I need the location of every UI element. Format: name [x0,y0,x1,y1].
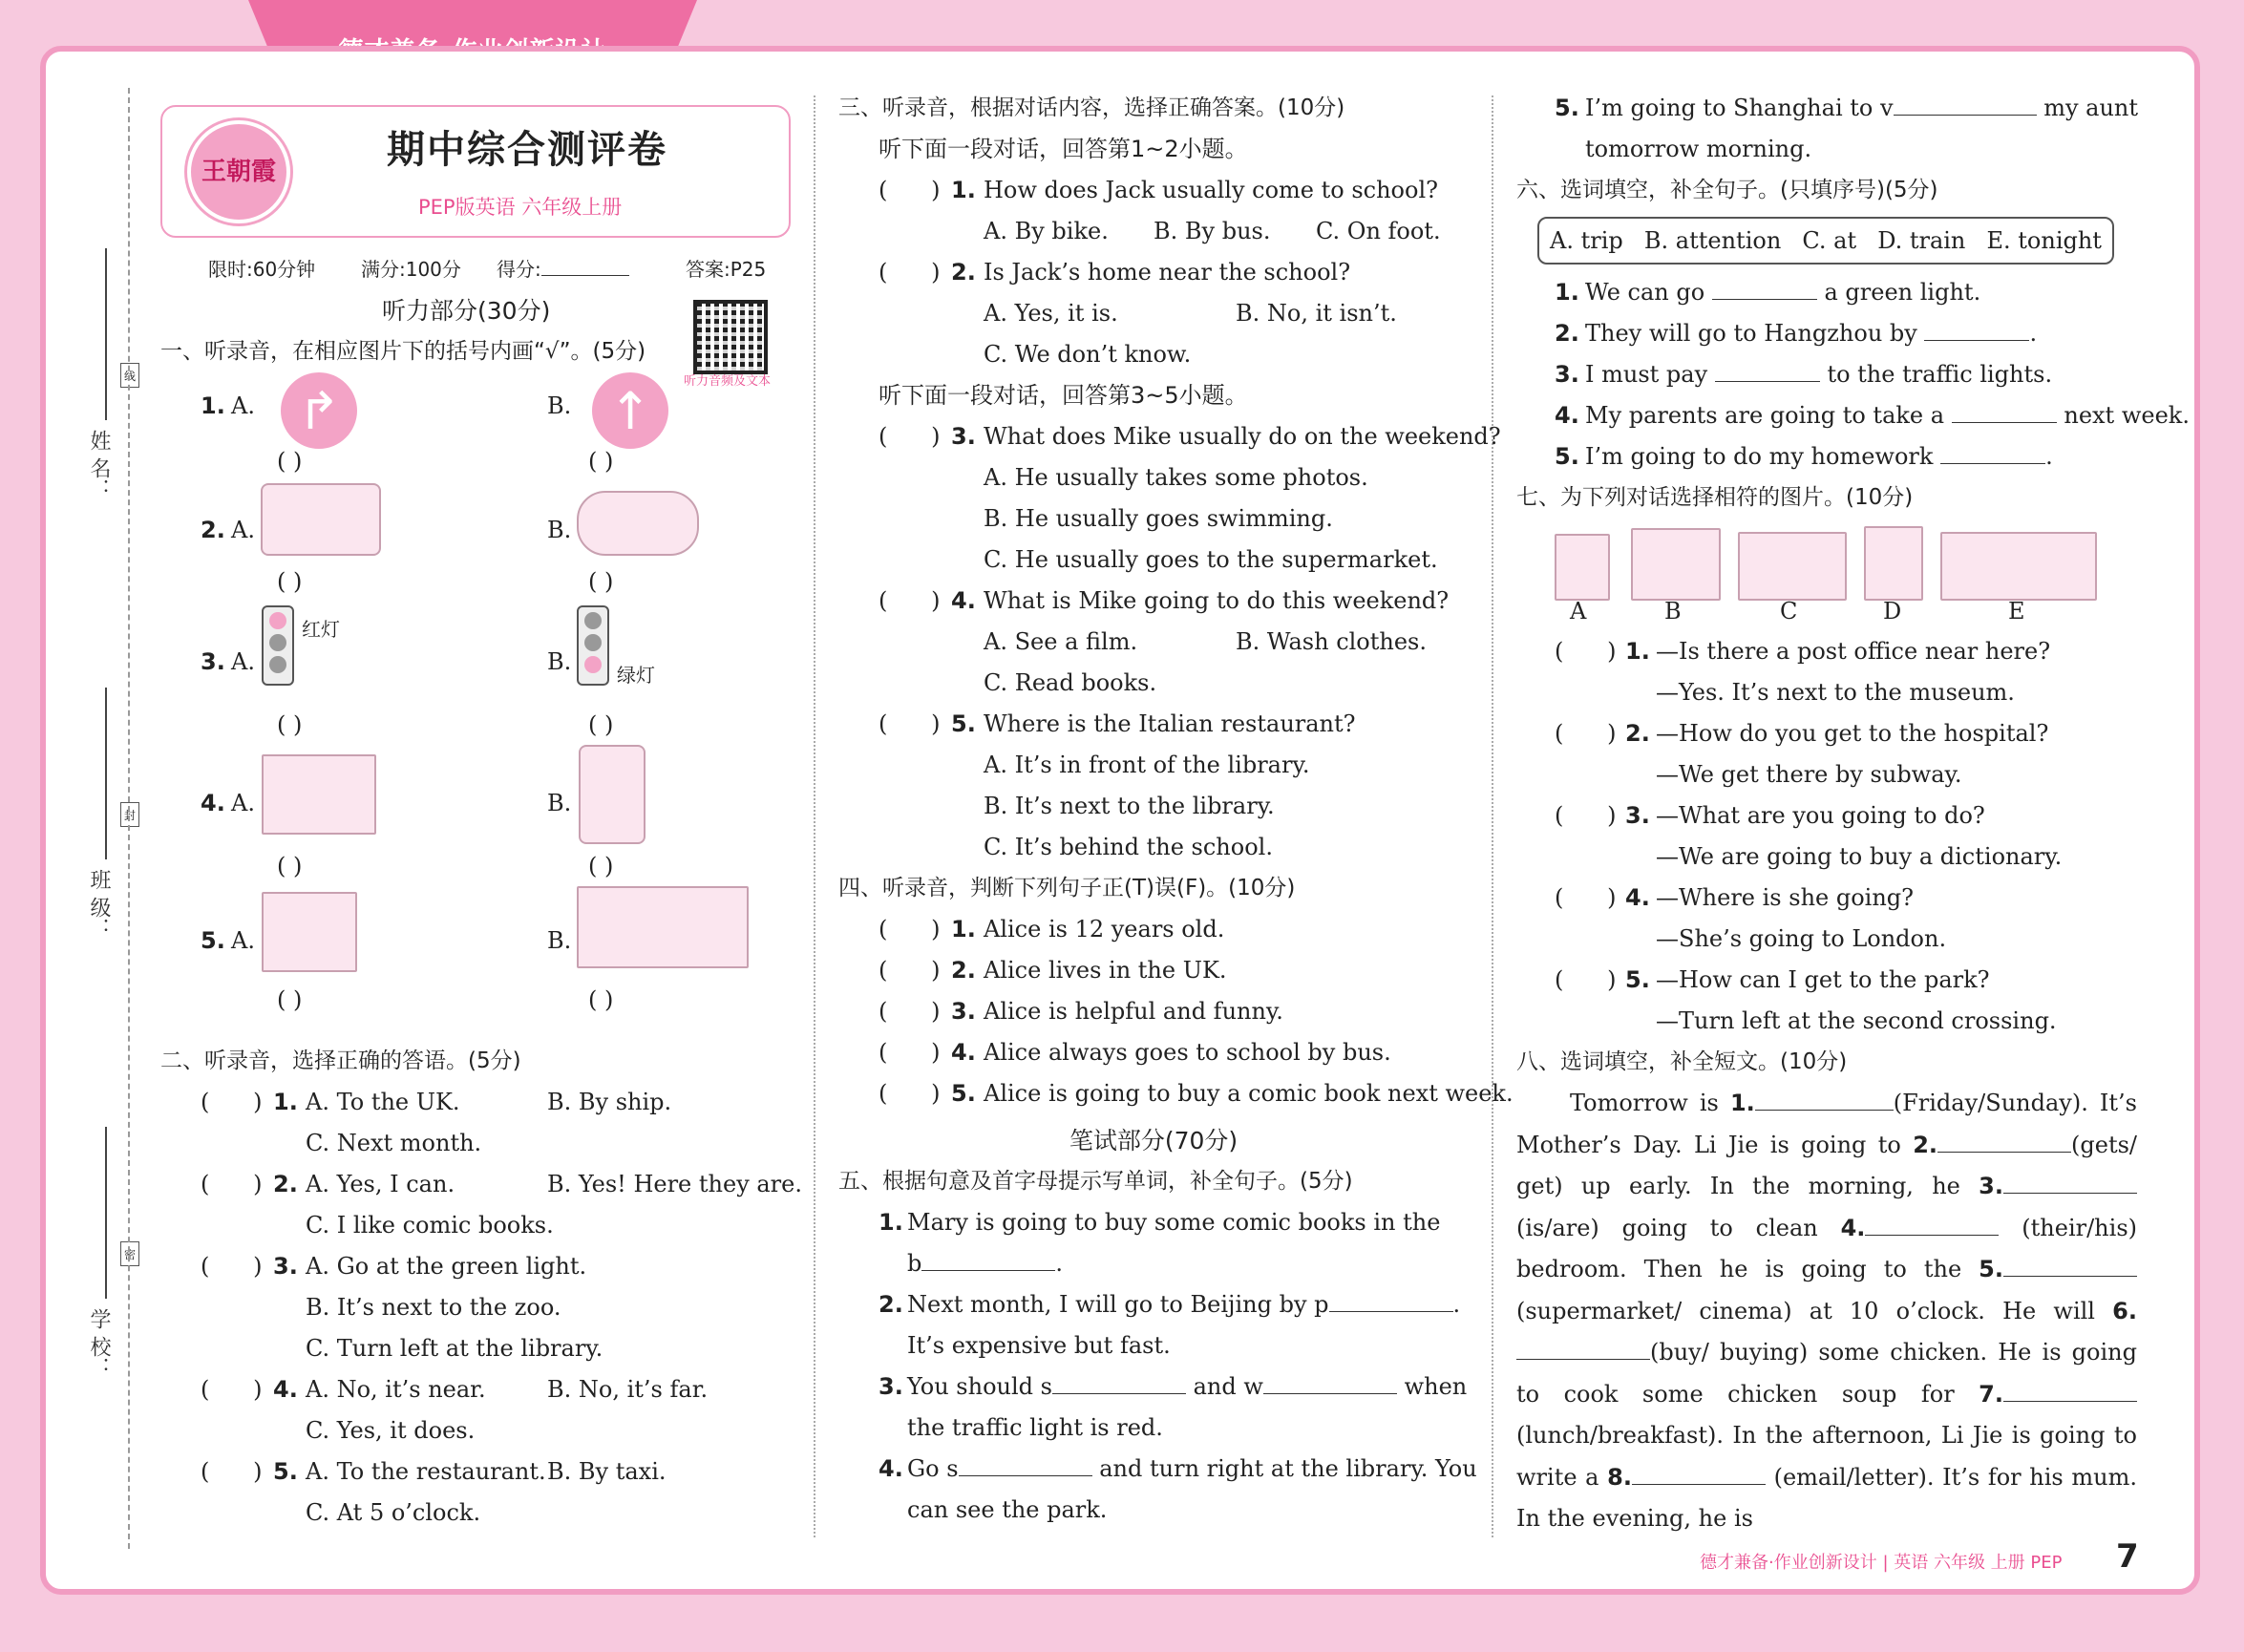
fill-blank[interactable] [1516,1334,1650,1360]
s3-option-a: A. It’s in front of the library. [984,752,1310,778]
s1-item-number: 3. [201,648,225,675]
answer-paren[interactable]: ( ) [879,998,941,1025]
s4-item: ( ) 5. Alice is going to buy a comic book next week. [838,1073,1469,1114]
word-option: B. attention [1643,226,1782,254]
answer-paren[interactable]: ( ) [588,853,614,879]
s3-options: A. See a film. B. Wash clothes. [984,628,1428,655]
s7-answer: —We get there by subway. [1656,761,1962,788]
s3-question: ( ) 3. What does Mike usually do on the weekend? [838,416,1469,457]
answer-ref: 答案:P25 [686,258,767,281]
s8-passage: Tomorrow is 1. (Friday/Sunday). It’s Mother’s Day. Li Jie is going to 2. (gets/ get) up early. In the morning, he 3.(is/are) going to clean 4. (their/his) bedroom. Then he is going to the 5.(supermarket/ cinema) at 10 o’clock. He will 6.(buy/ buying) some chicken. He is going to cook some chicken soup for 7.(lunch/breakfast). In the afternoon, Li Jie is going to write a 8. (email/letter). It’s for his mum. In the evening, he is [1516,1083,2137,1540]
s3-intro: 听下面一段对话，回答第1~2小题。 [879,136,1248,162]
s4-heading: 四、听录音，判断下列句子正(T)误(F)。(10分) [838,876,1296,900]
fill-blank[interactable] [1952,397,2057,423]
answer-paren[interactable]: ( ) [879,259,941,286]
fill-blank[interactable] [1894,90,2037,116]
fill-blank[interactable] [1632,1459,1766,1485]
plane-picture [577,491,699,556]
answer-paren[interactable]: ( ) [1555,884,1617,911]
fill-blank[interactable] [1865,1210,1999,1236]
s5-item-5: 5. I’m going to Shanghai to v my aunt [1516,88,2147,129]
s3-options: A. By bike. B. By bus. C. On foot. [984,218,1441,244]
answer-paren[interactable]: ( ) [1555,720,1617,747]
answer-paren[interactable]: ( ) [879,587,941,614]
s7-question: ( ) 2. —How do you get to the hospital? [1516,713,2147,754]
s2-question: ( ) 5. A. To the restaurant. B. By taxi. [160,1451,791,1493]
full-score: 满分:100分 [361,258,461,281]
xian-mark: 线 [120,363,139,388]
s3-option-a: A. He usually takes some photos. [984,464,1368,491]
answer-paren[interactable]: ( ) [277,853,303,879]
s4-item: ( ) 4. Alice always goes to school by bus. [838,1032,1469,1073]
s1-item-number: 1. [201,392,225,419]
s6-heading: 六、选词填空，补全句子。(只填序号)(5分) [1516,178,1938,202]
traffic-light-icon [262,605,294,686]
s5-heading: 五、根据句意及首字母提示写单词，补全句子。(5分) [838,1169,1353,1194]
red-light-note: 红灯 [302,618,340,641]
s3-question: ( ) 5. Where is the Italian restaurant? [838,704,1469,745]
s1-heading: 一、听录音，在相应图片下的括号内画“√”。(5分) [160,339,646,364]
fill-blank[interactable] [1715,356,1820,382]
s5-item-3: 3. You should s and w when [838,1366,1469,1408]
s2-option-c: C. Turn left at the library. [306,1335,603,1362]
exam-subtitle: PEP版英语 六年级上册 [418,196,623,219]
answer-paren[interactable]: ( ) [879,177,941,203]
s5-item-1-cont: b . [838,1243,1469,1284]
column-divider [1492,95,1493,1537]
fill-blank[interactable] [921,1245,1055,1271]
s7-question: ( ) 5. —How can I get to the park? [1516,960,2147,1001]
fill-blank[interactable] [959,1451,1092,1476]
s5-item-1: 1. Mary is going to buy some comic books in the [879,1209,1441,1236]
class-label: 班 级： [87,869,111,939]
answer-paren[interactable]: ( ) [879,710,941,737]
s2-question: ( ) 1. A. To the UK. B. By ship. [160,1082,791,1123]
exam-title: 期中综合测评卷 [387,128,667,172]
s7-answer: —She’s going to London. [1656,925,1947,952]
s4-item: ( ) 3. Alice is helpful and funny. [838,991,1469,1032]
word-option: A. trip [1550,226,1623,254]
s8-heading: 八、选词填空，补全短文。(10分) [1516,1049,1848,1074]
s2-option-c: C. At 5 o’clock. [306,1499,481,1526]
school-label: 学 校： [87,1308,111,1378]
go-straight-sign-icon: ↑ [592,372,668,449]
s2-option-b: B. It’s next to the zoo. [306,1294,561,1321]
answer-paren[interactable]: ( ) [879,423,941,450]
fill-blank[interactable] [1937,1127,2071,1153]
train-picture [261,483,381,556]
s2-heading: 二、听录音，选择正确的答语。(5分) [160,1048,521,1073]
answer-paren[interactable]: ( ) [201,1458,263,1485]
feng-mark: 封 [120,802,139,827]
s1-option-b: B. [547,517,572,543]
fill-blank[interactable] [2003,1251,2137,1277]
s7-question: ( ) 3. —What are you going to do? [1516,795,2147,837]
s1-option-a: A. [231,790,255,816]
fill-blank[interactable] [1924,315,2029,341]
page-footer: 德才兼备·作业创新设计 | 英语 六年级 上册 PEP [1700,1553,2063,1573]
s6-item: 3. I must pay to the traffic lights. [1516,354,2147,395]
s1-option-a: A. [231,927,255,954]
s7-heading: 七、为下列对话选择相符的图片。(10分) [1516,485,1914,510]
class-line [105,688,107,859]
s3-option-c: C. We don’t know. [984,341,1192,368]
london-picture [1631,528,1721,601]
answer-paren[interactable]: ( ) [1555,966,1617,993]
word-option: C. at [1802,226,1857,254]
house-picture [262,892,357,972]
page-number: 7 [2116,1537,2139,1576]
s2-question: ( ) 4. A. No, it’s near. B. No, it’s far. [160,1369,791,1410]
binding-sidebar [57,115,134,1547]
fill-blank[interactable] [2003,1168,2137,1194]
s3-intro: 听下面一段对话，回答第3~5小题。 [879,382,1248,409]
traffic-light-icon [577,605,609,686]
word-option: E. tonight [1986,226,2102,254]
fill-blank[interactable] [1712,274,1817,300]
answer-paren[interactable]: ( ) [879,1080,941,1107]
exam-meta [160,249,791,290]
answer-paren[interactable]: ( ) [277,711,303,738]
s2-question: ( ) 3. A. Go at the green light. [160,1246,791,1287]
s1-option-b: B. [547,927,572,954]
answer-paren[interactable]: ( ) [588,448,614,475]
s6-item: 2. They will go to Hangzhou by . [1516,313,2147,354]
listening-title: 听力部分(30分) [382,297,551,325]
cinema-picture [262,754,376,835]
crossing-picture [1864,526,1923,601]
answer-paren[interactable]: ( ) [588,568,614,595]
answer-paren[interactable]: ( ) [277,568,303,595]
s6-item: 4. My parents are going to take a next week. [1516,395,2147,436]
name-line [105,248,107,420]
answer-paren[interactable]: ( ) [879,916,941,942]
turn-right-sign-icon: ↱ [281,372,357,449]
s1-item-number: 4. [201,790,225,816]
s7-answer: —We are going to buy a dictionary. [1656,843,2063,870]
writing-title: 笔试部分(70分) [1069,1127,1238,1154]
s5-item-5-cont: tomorrow morning. [1585,136,1812,162]
answer-paren[interactable]: ( ) [588,986,614,1013]
s3-options: A. Yes, it is. B. No, it isn’t. [984,300,1397,327]
s2-option-c: C. Yes, it does. [306,1417,476,1444]
s2-option-c: C. Next month. [306,1130,482,1156]
column-middle [838,88,1514,1531]
answer-paren[interactable]: ( ) [588,711,614,738]
s3-option-b: B. It’s next to the library. [984,793,1275,819]
answer-paren[interactable]: ( ) [201,1253,263,1280]
s4-item: ( ) 2. Alice lives in the UK. [838,950,1469,991]
s7-question: ( ) 1. —Is there a post office near here? [1516,631,2147,672]
fill-blank[interactable] [1755,1085,1894,1111]
s1-option-a: A. [231,517,255,543]
qr-caption: 听力音频及文本 [684,374,772,389]
s1-item-number: 2. [201,517,225,543]
s5-item-2: 2. Next month, I will go to Beijing by p . [838,1284,1469,1325]
fill-blank[interactable] [2003,1376,2137,1402]
s3-option-c: C. He usually goes to the supermarket. [984,546,1438,573]
s5-item-4: 4. Go s and turn right at the library. You [838,1449,1469,1490]
family-picture [579,745,646,844]
mi-mark: 密 [120,1241,139,1266]
s7-question: ( ) 4. —Where is she going? [1516,878,2147,919]
s7-answer: —Yes. It’s next to the museum. [1656,679,2015,706]
time-limit: 限时:60分钟 [208,258,316,281]
s1-option-b: B. [547,392,572,419]
s5-item-4-cont: can see the park. [907,1496,1108,1523]
fill-blank[interactable] [1329,1286,1453,1312]
s3-option-b: B. He usually goes swimming. [984,505,1333,532]
s1-item-number: 5. [201,927,225,954]
column-left [160,88,802,1534]
s1-picture-grid [160,372,791,1041]
answer-paren[interactable]: ( ) [201,1089,263,1115]
name-label: 姓 名： [87,430,111,499]
fill-blank[interactable] [1052,1368,1186,1394]
s1-option-a: A. [231,392,255,419]
answer-paren[interactable]: ( ) [1555,638,1617,665]
s3-heading: 三、听录音，根据对话内容，选择正确答案。(10分) [838,95,1345,120]
fill-blank[interactable] [1940,438,2045,464]
answer-paren[interactable]: ( ) [201,1171,263,1197]
s7-pictures [1516,519,2147,631]
s1-option-b: B. [547,790,572,816]
brand-logo: 王朝霞 [187,120,290,223]
picture-label: B [1664,598,1682,625]
s5-item-2-cont: It’s expensive but fast. [907,1332,1171,1359]
s3-question: ( ) 4. What is Mike going to do this weekend? [838,581,1469,622]
answer-paren[interactable]: ( ) [277,986,303,1013]
s7-answer: —Turn left at the second crossing. [1656,1007,2057,1034]
word-bank [1537,217,2114,265]
title-box [160,105,791,238]
s3-question: ( ) 1. How does Jack usually come to school? [838,170,1469,211]
answer-paren[interactable]: ( ) [879,957,941,984]
word-option: D. train [1877,226,1966,254]
school-line [105,1127,107,1299]
s2-option-c: C. I like comic books. [306,1212,554,1239]
column-divider [814,95,815,1537]
cut-line [128,88,130,1549]
score-field[interactable]: 得分: [497,249,629,290]
picture-label: D [1883,598,1902,625]
s2-question: ( ) 2. A. Yes, I can. B. Yes! Here they are. [160,1164,791,1205]
s1-option-b: B. [547,648,572,675]
answer-paren[interactable]: ( ) [1555,802,1617,829]
s4-item: ( ) 1. Alice is 12 years old. [838,909,1469,950]
s3-question: ( ) 2. Is Jack’s home near the school? [838,252,1469,293]
picture-label: C [1780,598,1798,625]
picture-label: A [1570,598,1587,625]
s5-item-3-cont: the traffic light is red. [907,1414,1163,1441]
s3-option-c: C. It’s behind the school. [984,834,1273,860]
column-right [1516,88,2190,1540]
picture-label: E [2008,598,2025,625]
hospital-picture [577,886,749,968]
green-light-note: 绿灯 [617,664,655,687]
answer-paren[interactable]: ( ) [879,1039,941,1066]
fill-blank[interactable] [1263,1368,1397,1394]
answer-paren[interactable]: ( ) [201,1376,263,1403]
s6-item: 1. We can go a green light. [1516,272,2147,313]
answer-paren[interactable]: ( ) [277,448,303,475]
s6-item: 5. I’m going to do my homework . [1516,436,2147,477]
s3-option-c: C. Read books. [984,669,1157,696]
s1-option-a: A. [231,648,255,675]
